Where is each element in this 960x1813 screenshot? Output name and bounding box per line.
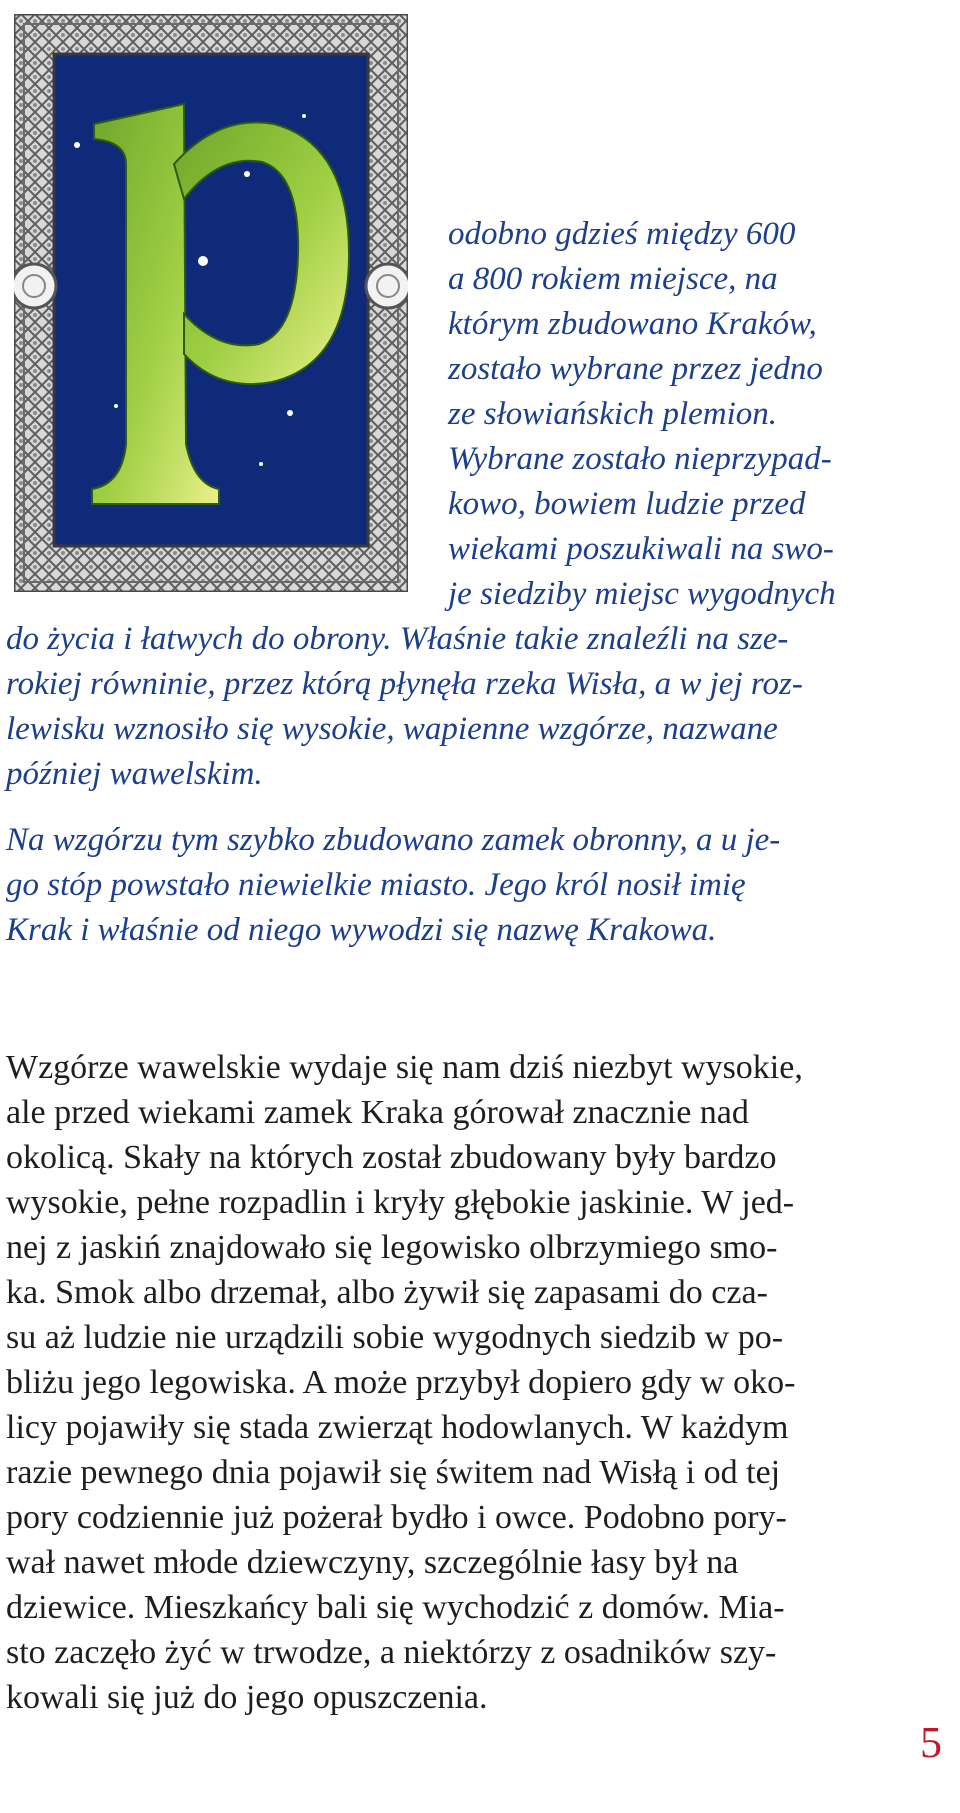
intro-line: zostało wybrane przez jedno bbox=[448, 351, 823, 387]
body-line: nej z jaskiń znajdowało się legowisko olbrzymiego smo- bbox=[6, 1229, 778, 1266]
body-line: ka. Smok albo drzemał, albo żywił się zapasami do cza- bbox=[6, 1274, 768, 1311]
intro-line: Wybrane zostało nieprzypad- bbox=[448, 441, 832, 477]
body-line: su aż ludzie nie urządzili sobie wygodnych siedzib w po- bbox=[6, 1319, 784, 1356]
body-line: licy pojawiły się stada zwierząt hodowlanych. W każdym bbox=[6, 1409, 789, 1446]
body-line: okolicą. Skały na których został zbudowany były bardzo bbox=[6, 1139, 777, 1176]
intro-line: później wawelskim. bbox=[6, 756, 263, 792]
second-paragraph-line: Krak i właśnie od niego wywodzi się nazwę Krakowa. bbox=[6, 912, 717, 948]
body-line: kowali się już do jego opuszczenia. bbox=[6, 1679, 488, 1716]
body-line: wał nawet młode dziewczyny, szczególnie łasy był na bbox=[6, 1544, 739, 1581]
body-line: pory codziennie już pożerał bydło i owce. Podobno pory- bbox=[6, 1499, 787, 1536]
body-line: wysokie, pełne rozpadlin i kryły głębokie jaskinie. W jed- bbox=[6, 1184, 795, 1221]
intro-line: kowo, bowiem ludzie przed bbox=[448, 486, 806, 522]
intro-line: ze słowiańskich plemion. bbox=[448, 396, 778, 432]
intro-line: do życia i łatwych do obrony. Właśnie takie znaleźli na sze- bbox=[6, 621, 789, 657]
body-line: dziewice. Mieszkańcy bali się wychodzić z domów. Mia- bbox=[6, 1589, 785, 1626]
intro-line: wiekami poszukiwali na swo- bbox=[448, 531, 834, 567]
intro-line: którym zbudowano Kraków, bbox=[448, 306, 817, 342]
body-line: sto zaczęło żyć w trwodze, a niektórzy z osadników szy- bbox=[6, 1634, 777, 1671]
second-paragraph-line: Na wzgórzu tym szybko zbudowano zamek obronny, a u je- bbox=[6, 822, 781, 858]
decorative-initial-p bbox=[14, 14, 408, 592]
intro-line: a 800 rokiem miejsce, na bbox=[448, 261, 778, 297]
body-line: ale przed wiekami zamek Kraka górował znacznie nad bbox=[6, 1094, 749, 1131]
intro-line: rokiej równinie, przez którą płynęła rzeka Wisła, a w jej roz- bbox=[6, 666, 803, 702]
intro-line: je siedziby miejsc wygodnych bbox=[448, 576, 836, 612]
body-line: razie pewnego dnia pojawił się świtem nad Wisłą i od tej bbox=[6, 1454, 781, 1491]
second-paragraph-line: go stóp powstało niewielkie miasto. Jego król nosił imię bbox=[6, 867, 746, 903]
body-line: Wzgórze wawelskie wydaje się nam dziś niezbyt wysokie, bbox=[6, 1049, 803, 1086]
body-line: bliżu jego legowiska. A może przybył dopiero gdy w oko- bbox=[6, 1364, 796, 1401]
page-number: 5 bbox=[920, 1718, 942, 1767]
intro-line: lewisku wznosiło się wysokie, wapienne wzgórze, nazwane bbox=[6, 711, 778, 747]
intro-line: odobno gdzieś między 600 bbox=[448, 216, 796, 252]
